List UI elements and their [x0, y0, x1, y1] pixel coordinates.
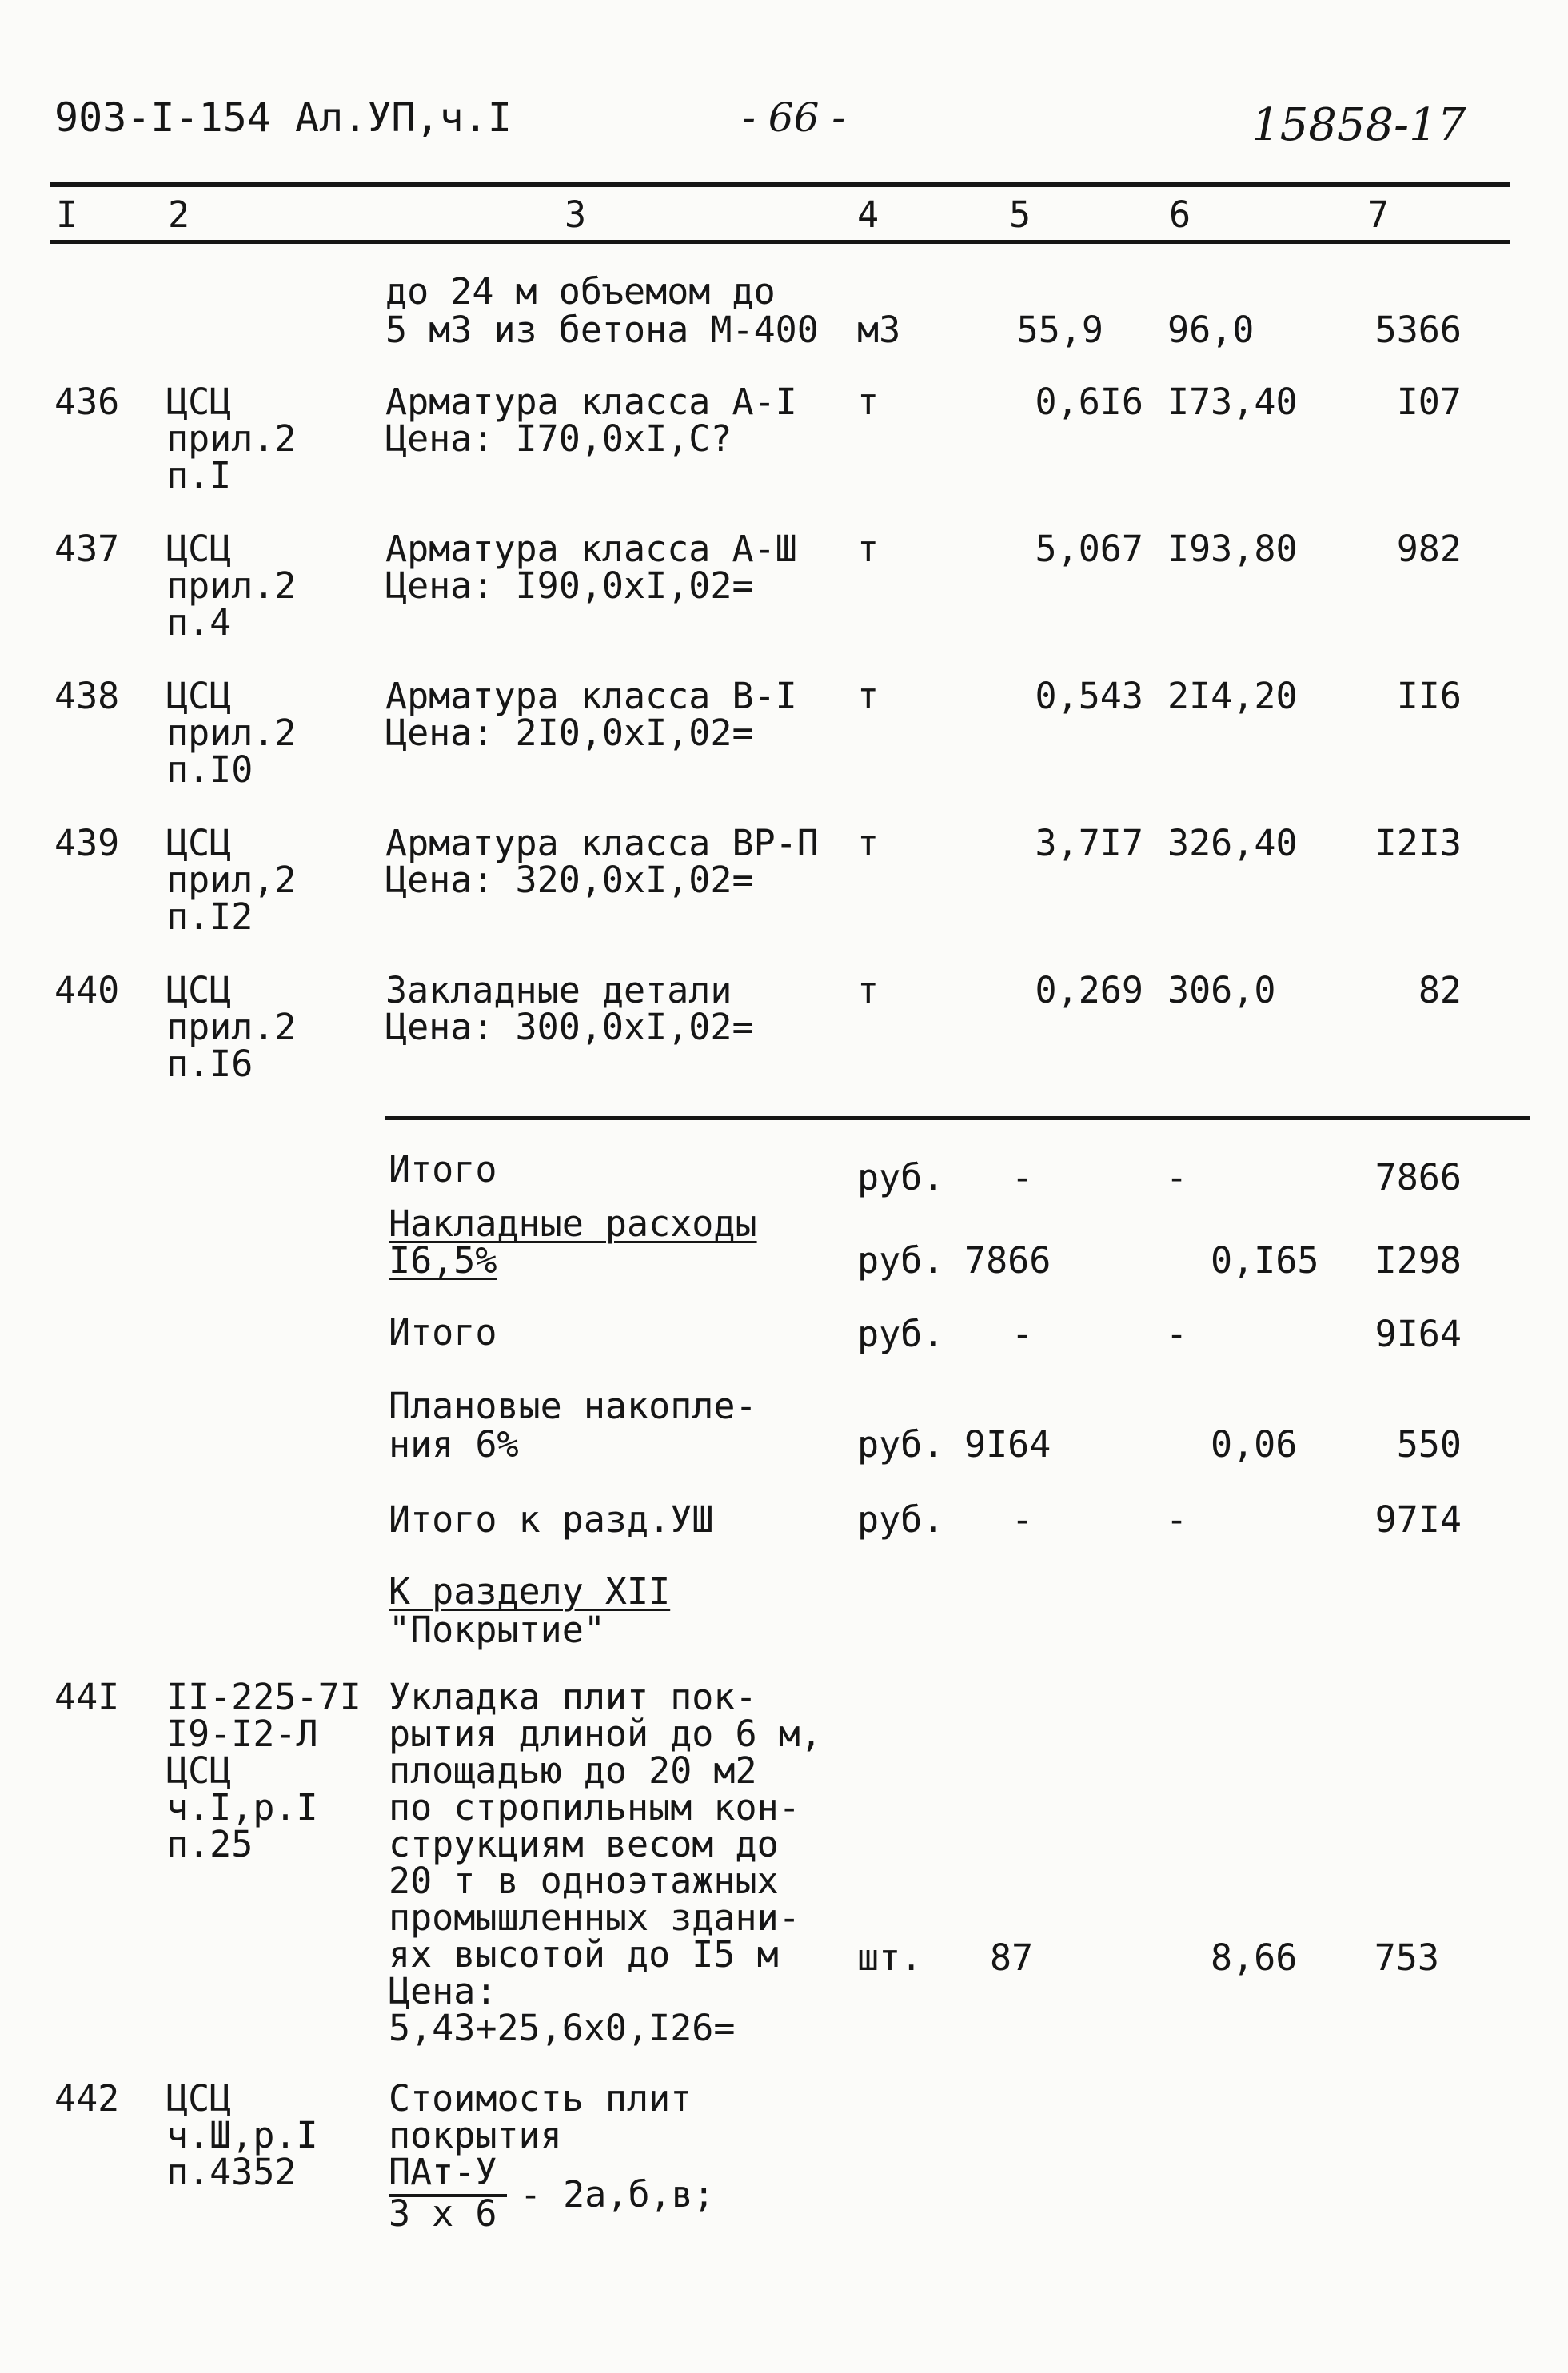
row-desc-line: площадью до 20 м2 — [389, 1749, 757, 1792]
row-desc-line: покрытия — [389, 2114, 562, 2156]
fraction-numerator: ПАт-У — [389, 2151, 497, 2193]
row-unit: т — [857, 969, 880, 1011]
row-desc-line: Арматура класса А-Ш — [385, 528, 797, 570]
row-source-line: п.I0 — [166, 748, 253, 791]
row-price: 8,66 — [1211, 1936, 1298, 1979]
row-total: 982 — [1396, 528, 1462, 570]
summary-unit: руб. — [857, 1313, 944, 1355]
row-source-line: ч.I,р.I — [166, 1786, 318, 1829]
summary-price: - — [1166, 1156, 1188, 1198]
archive-number: 15858-17 — [1251, 99, 1466, 151]
row-desc-line: по стропильным кон- — [389, 1786, 800, 1829]
row-total: II6 — [1396, 675, 1462, 717]
row-qty: 5,067 — [1035, 528, 1143, 570]
col-7-header: 7 — [1367, 193, 1390, 236]
summary-total: I298 — [1374, 1239, 1462, 1282]
summary-label: Итого — [389, 1311, 497, 1354]
row-source-line: ч.Ш,р.I — [166, 2114, 318, 2156]
row-source-line: прил.2 — [166, 712, 297, 754]
fraction-suffix: - 2а,б,в; — [520, 2173, 715, 2215]
row-number: 437 — [54, 528, 120, 570]
row-source-line: прил,2 — [166, 859, 297, 901]
row-desc-line: Арматура класса В-I — [385, 675, 797, 717]
summary-price: 0,06 — [1211, 1423, 1298, 1466]
row-unit: м3 — [857, 309, 901, 351]
summary-label: Плановые накопле- — [389, 1385, 757, 1427]
row-desc-line: Арматура класса А-I — [385, 381, 797, 423]
row-qty: 0,269 — [1035, 969, 1143, 1011]
row-unit: т — [857, 381, 880, 423]
row-unit: шт. — [857, 1936, 923, 1979]
row-total: 753 — [1374, 1936, 1439, 1979]
col-1-header: I — [56, 193, 78, 236]
summary-total: 9I64 — [1374, 1313, 1462, 1355]
row-total: 82 — [1418, 969, 1462, 1011]
row-desc-line: 5 м3 из бетона М-400 — [385, 309, 819, 351]
col-3-header: 3 — [565, 193, 587, 236]
row-source-line: п.4352 — [166, 2151, 297, 2193]
summary-label: Накладные расходы — [389, 1202, 757, 1245]
summary-label: Итого — [389, 1148, 497, 1190]
row-price: I93,80 — [1167, 528, 1298, 570]
summary-total: 550 — [1396, 1423, 1462, 1466]
row-total: I07 — [1396, 381, 1462, 423]
row-unit: т — [857, 675, 880, 717]
row-desc-line: промышленных здани- — [389, 1896, 800, 1939]
row-desc-line: Цена: I90,0хI,02= — [385, 564, 754, 607]
fraction-denominator: 3 х 6 — [389, 2192, 497, 2235]
row-number: 439 — [54, 822, 120, 864]
row-price: 2I4,20 — [1167, 675, 1298, 717]
row-number: 44I — [54, 1676, 120, 1718]
row-source-line: ЦСЦ — [166, 381, 232, 423]
summary-qty: - — [1011, 1156, 1034, 1198]
row-desc-line: до 24 м объемом до — [385, 270, 776, 313]
section-title: К разделу XII — [389, 1570, 671, 1613]
summary-total: 97I4 — [1374, 1498, 1462, 1541]
row-desc-line: Укладка плит пок- — [389, 1676, 757, 1718]
row-desc-line: 20 т в одноэтажных — [389, 1860, 779, 1902]
row-desc-line: ях высотой до I5 м — [389, 1933, 779, 1976]
row-source-line: п.I — [166, 454, 232, 497]
row-qty: 3,7I7 — [1035, 822, 1143, 864]
row-source-line: ЦСЦ — [166, 675, 232, 717]
col-6-header: 6 — [1169, 193, 1191, 236]
row-source-line: ЦСЦ — [166, 822, 232, 864]
header-rule-top — [50, 182, 1510, 187]
row-number: 436 — [54, 381, 120, 423]
row-source-line: п.25 — [166, 1823, 253, 1865]
summary-qty: - — [1011, 1313, 1034, 1355]
document-code: 903-I-154 Ал.УП,ч.I — [54, 94, 512, 141]
row-desc-line: Цена: 2I0,0хI,02= — [385, 712, 754, 754]
row-source-line: ЦСЦ — [166, 2077, 232, 2120]
row-number: 438 — [54, 675, 120, 717]
row-qty: 55,9 — [1016, 309, 1103, 351]
row-source-line: I9-I2-Л — [166, 1713, 318, 1755]
row-price: 326,40 — [1167, 822, 1298, 864]
row-desc-line: Цена: I70,0хI,С? — [385, 417, 732, 460]
summary-total: 7866 — [1374, 1156, 1462, 1198]
summary-unit: руб. — [857, 1498, 944, 1541]
row-price: 306,0 — [1167, 969, 1276, 1011]
row-total: 5366 — [1374, 309, 1462, 351]
header-rule-bottom — [50, 240, 1510, 244]
row-number: 440 — [54, 969, 120, 1011]
row-source-line: прил.2 — [166, 1006, 297, 1048]
col-5-header: 5 — [1009, 193, 1031, 236]
row-desc-line: 5,43+25,6х0,I26= — [389, 2007, 736, 2049]
row-unit: т — [857, 822, 880, 864]
row-desc-line: рытия длиной до 6 м, — [389, 1713, 822, 1755]
summary-price: - — [1166, 1313, 1188, 1355]
row-source-line: прил.2 — [166, 564, 297, 607]
row-unit: т — [857, 528, 880, 570]
row-desc-line: Цена: 300,0хI,02= — [385, 1006, 754, 1048]
row-total: I2I3 — [1374, 822, 1462, 864]
row-qty: 0,543 — [1035, 675, 1143, 717]
row-desc-line: струкциям весом до — [389, 1823, 779, 1865]
row-desc-line: Цена: 320,0хI,02= — [385, 859, 754, 901]
row-source-line: II-225-7I — [166, 1676, 361, 1718]
summary-label: ния 6% — [389, 1423, 519, 1466]
row-qty: 87 — [990, 1936, 1034, 1979]
summary-qty: - — [1011, 1498, 1034, 1541]
summary-qty: 7866 — [964, 1239, 1051, 1282]
col-2-header: 2 — [168, 193, 190, 236]
row-qty: 0,6I6 — [1035, 381, 1143, 423]
row-source-line: п.I2 — [166, 895, 253, 938]
row-price: 96,0 — [1167, 309, 1255, 351]
section-subtitle: "Покрытие" — [389, 1609, 605, 1651]
summary-rule — [385, 1116, 1530, 1120]
row-source-line: п.I6 — [166, 1043, 253, 1085]
row-source-line: ЦСЦ — [166, 528, 232, 570]
row-desc-line: Арматура класса ВР-П — [385, 822, 819, 864]
row-desc-line: Цена: — [389, 1970, 497, 2012]
row-price: I73,40 — [1167, 381, 1298, 423]
row-number: 442 — [54, 2077, 120, 2120]
summary-price: - — [1166, 1498, 1188, 1541]
page-number: - 66 - — [742, 94, 846, 141]
summary-label: Итого к разд.УШ — [389, 1498, 714, 1541]
col-4-header: 4 — [857, 193, 880, 236]
summary-price: 0,I65 — [1211, 1239, 1319, 1282]
row-source-line: ЦСЦ — [166, 1749, 232, 1792]
row-source-line: п.4 — [166, 601, 232, 644]
summary-unit: руб. — [857, 1423, 944, 1466]
row-source-line: ЦСЦ — [166, 969, 232, 1011]
row-desc-line: Закладные детали — [385, 969, 732, 1011]
summary-unit: руб. — [857, 1239, 944, 1282]
row-desc-line: Стоимость плит — [389, 2077, 692, 2120]
summary-unit: руб. — [857, 1156, 944, 1198]
row-source-line: прил.2 — [166, 417, 297, 460]
summary-qty: 9I64 — [964, 1423, 1051, 1466]
summary-label: I6,5% — [389, 1239, 497, 1282]
